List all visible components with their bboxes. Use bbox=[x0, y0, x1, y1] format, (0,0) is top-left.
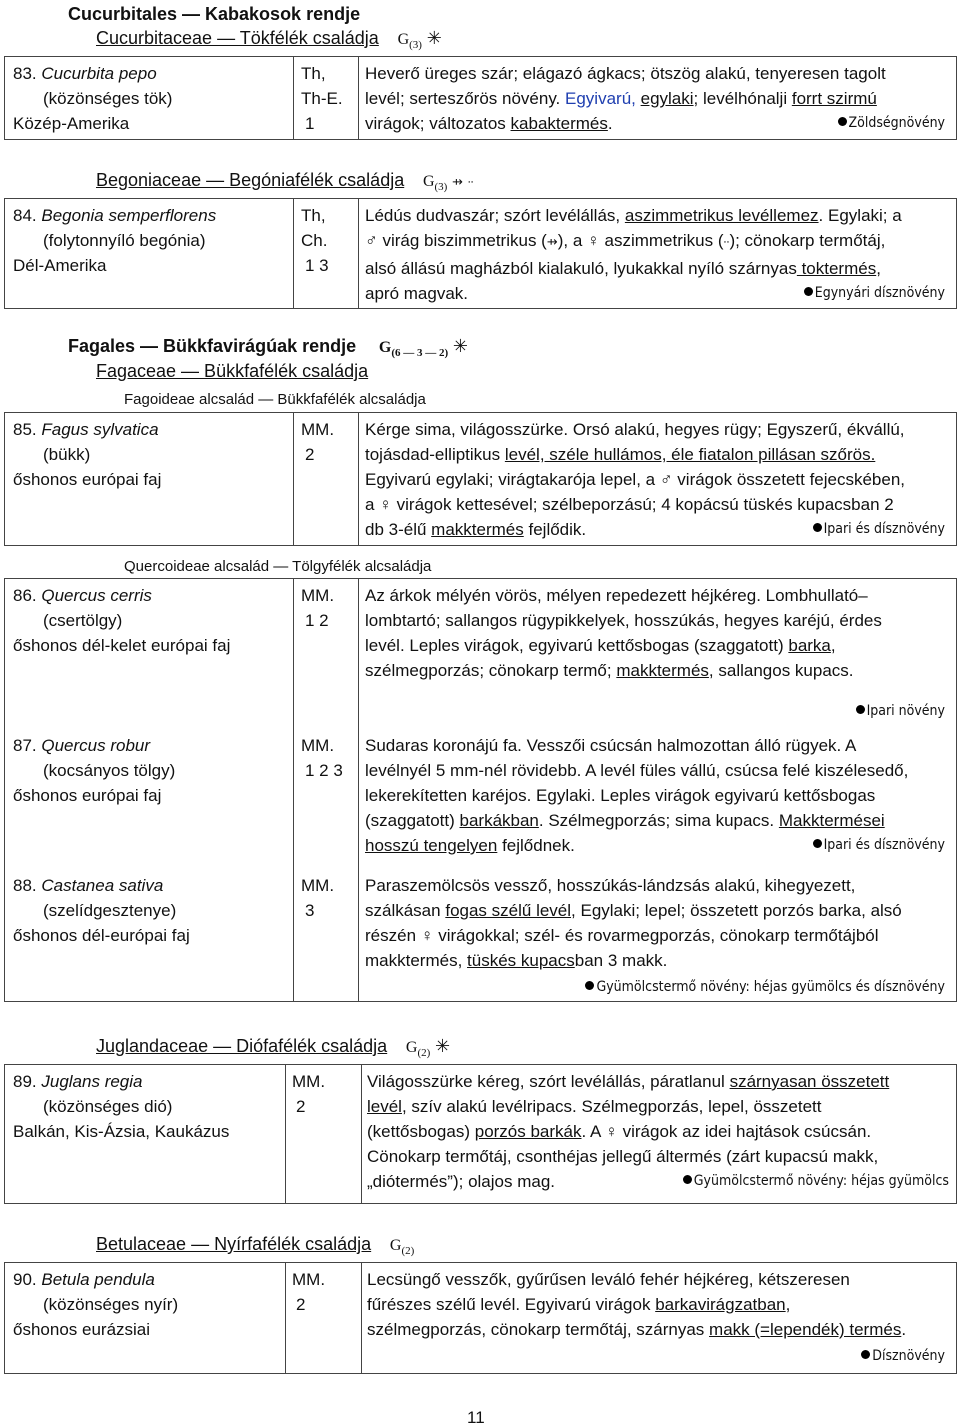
actinomorphic-symbol-icon: ✳ bbox=[426, 28, 442, 49]
species-origin: őshonos európai faj bbox=[13, 786, 162, 805]
life-form-cell bbox=[301, 733, 361, 783]
species-origin: őshonos dél-európai faj bbox=[13, 926, 190, 945]
desc-text: levél. Leples virágok, egyivarú kettősbogas (szaggatott) bbox=[365, 636, 784, 655]
species-description bbox=[365, 733, 951, 858]
desc-line: Kérge sima, világosszürke. Orsó alakú, hegyes rügy; Egyszerű, ékvállú, bbox=[365, 420, 905, 439]
use-label: Ipari növény bbox=[856, 703, 945, 719]
species-name-cell bbox=[13, 873, 283, 948]
bullet-icon bbox=[813, 523, 822, 532]
species-row-83 bbox=[4, 56, 957, 140]
desc-line: Sudaras koronájú fa. Vesszői csúcsán halmozottan álló rügyek. A bbox=[365, 736, 857, 755]
species-common-name: (bükk) bbox=[43, 445, 91, 464]
species-number: 89. bbox=[13, 1072, 37, 1091]
lifespan-code: 2 bbox=[305, 445, 315, 464]
desc-term: makk (=lependék) termés bbox=[709, 1320, 902, 1339]
desc-text: . bbox=[901, 1320, 907, 1339]
bullet-icon bbox=[861, 1350, 870, 1359]
family-title: Begoniaceae — Begóniafélék családja bbox=[96, 170, 405, 190]
lifespan-code: 2 bbox=[296, 1295, 306, 1314]
desc-term: forrt szirmú bbox=[791, 89, 877, 108]
family-heading-fagaceae bbox=[96, 361, 368, 382]
species-origin: őshonos európai faj bbox=[13, 470, 162, 489]
bullet-icon bbox=[838, 117, 847, 126]
desc-term: hosszú tengelyen bbox=[365, 836, 498, 855]
lifespan-code: 3 bbox=[305, 901, 315, 920]
flower-formula: $G_{(2)}$ bbox=[389, 1237, 415, 1257]
desc-text: , Egylaki; lepel; összetett porzós barka, alsó bbox=[571, 901, 902, 920]
species-description bbox=[367, 1069, 951, 1194]
use-label: Ipari és dísznövény bbox=[813, 833, 945, 858]
life-form: MM. bbox=[292, 1072, 326, 1091]
desc-text: ); cönokarp termőtáj, bbox=[729, 231, 886, 250]
species-name-cell bbox=[13, 1267, 283, 1342]
desc-text: tojásdad-elliptikus bbox=[365, 445, 501, 464]
desc-term: makktermés bbox=[616, 661, 709, 680]
species-description bbox=[365, 583, 951, 724]
species-common-name: (kocsányos tölgy) bbox=[43, 761, 176, 780]
desc-term: fogas szélű levél bbox=[445, 901, 572, 920]
life-form-cell bbox=[292, 1267, 352, 1317]
desc-text: db 3-élű bbox=[365, 520, 427, 539]
species-latin-name: Begonia semperflorens bbox=[41, 206, 217, 225]
species-description bbox=[365, 417, 951, 542]
desc-term: levél bbox=[367, 1097, 402, 1116]
life-form-cell bbox=[301, 417, 361, 467]
desc-text: , bbox=[876, 259, 881, 278]
desc-text: , szív alakú levélripacs. Szélmegporzás, lepel, összetett bbox=[401, 1097, 822, 1116]
species-common-name: (csertölgy) bbox=[43, 611, 123, 630]
desc-term: egylaki bbox=[640, 89, 694, 108]
desc-line: Lecsüngő vesszők, gyűrűsen leváló fehér héjkéreg, kétszeresen bbox=[367, 1270, 850, 1289]
species-number: 86. bbox=[13, 586, 37, 605]
desc-text: ban 3 makk. bbox=[574, 951, 668, 970]
desc-text: fejlődik. bbox=[528, 520, 587, 539]
species-origin: őshonos dél-kelet európai faj bbox=[13, 636, 231, 655]
species-number: 85. bbox=[13, 420, 37, 439]
species-table-quercoideae bbox=[4, 578, 957, 1002]
order-heading-fagales bbox=[68, 336, 468, 359]
desc-text: , bbox=[830, 636, 836, 655]
desc-term: barka bbox=[788, 636, 831, 655]
desc-text: . A ♀ virágok az idei hajtások csúcsán. bbox=[581, 1122, 872, 1141]
species-common-name: (folytonnyíló begónia) bbox=[43, 231, 206, 250]
desc-text: Lédús dudvaszár; szórt levélállás, bbox=[365, 206, 621, 225]
species-latin-name: Betula pendula bbox=[41, 1270, 155, 1289]
use-label: Zöldségnövény bbox=[838, 111, 945, 136]
desc-term: porzós barkák bbox=[474, 1122, 582, 1141]
life-form: MM. bbox=[301, 586, 335, 605]
desc-term: Makktermései bbox=[778, 811, 885, 830]
species-latin-name: Juglans regia bbox=[41, 1072, 143, 1091]
desc-text: apró magvak. bbox=[365, 284, 468, 303]
asymmetric-symbol-icon: ⸱⸱ bbox=[723, 237, 730, 249]
desc-text: . Szélmegporzás; sima kupacs. bbox=[538, 811, 775, 830]
species-origin: Balkán, Kis-Ázsia, Kaukázus bbox=[13, 1122, 230, 1141]
desc-text: levél; serteszőrös növény. bbox=[365, 89, 561, 108]
species-latin-name: Castanea sativa bbox=[41, 876, 164, 895]
species-origin: Dél-Amerika bbox=[13, 256, 107, 275]
desc-term: barkákban bbox=[459, 811, 539, 830]
species-number: 90. bbox=[13, 1270, 37, 1289]
use-label: Ipari és dísznövény bbox=[813, 517, 945, 542]
desc-text: ), a ♀ aszimmetrikus ( bbox=[557, 231, 724, 250]
desc-text: (szaggatott) bbox=[365, 811, 455, 830]
desc-term: tüskés kupacs bbox=[467, 951, 575, 970]
species-description bbox=[365, 873, 951, 1000]
desc-text: Világosszürke kéreg, szórt levélállás, páratlanul bbox=[367, 1072, 725, 1091]
order-title-cucurbitales: Cucurbitales — Kabakosok rendje bbox=[68, 4, 361, 24]
zygomorphic-symbol-icon: ⇸ bbox=[452, 174, 463, 189]
flower-formula: $G_{(6 — 3 — 2)}$ bbox=[378, 339, 449, 359]
species-name-cell bbox=[13, 61, 283, 136]
family-heading-cucurbitaceae bbox=[96, 28, 442, 51]
desc-term: aszimmetrikus levéllemez bbox=[624, 206, 819, 225]
family-title: Fagaceae — Bükkfafélék családja bbox=[96, 361, 369, 381]
species-latin-name: Quercus robur bbox=[41, 736, 151, 755]
species-number: 87. bbox=[13, 736, 37, 755]
species-common-name: (közönséges dió) bbox=[43, 1097, 173, 1116]
species-common-name: (szelídgesztenye) bbox=[43, 901, 177, 920]
lifespan-code: 1 2 bbox=[305, 611, 329, 630]
use-label: Egynyári dísznövény bbox=[804, 281, 945, 306]
species-row-85 bbox=[4, 412, 957, 546]
species-description bbox=[365, 61, 951, 136]
desc-text: makktermés, bbox=[365, 951, 463, 970]
species-latin-name: Cucurbita pepo bbox=[41, 64, 157, 83]
life-form-cell bbox=[301, 873, 361, 923]
life-form-cell bbox=[301, 203, 361, 278]
desc-text: virágok; változatos bbox=[365, 114, 506, 133]
desc-text: Egyivarú, bbox=[565, 89, 636, 108]
desc-term: makktermés bbox=[431, 520, 524, 539]
desc-term: barkavirágzatban bbox=[655, 1295, 786, 1314]
desc-text: fűrészes szélű levél. Egyivarú virágok bbox=[367, 1295, 651, 1314]
desc-text: (kettősbogas) bbox=[367, 1122, 470, 1141]
use-label: Gyümölcstermő növény: héjas gyümölcs bbox=[683, 1169, 949, 1194]
species-description bbox=[365, 203, 951, 306]
use-label: Dísznövény bbox=[861, 1348, 945, 1364]
desc-line: lombtartó; sallangos rügypikkelyek, hosszúkás, hegyes karéjú, érdes bbox=[365, 611, 882, 630]
species-number: 84. bbox=[13, 206, 37, 225]
family-title: Cucurbitaceae — Tökfélék családja bbox=[96, 28, 379, 48]
species-number: 88. bbox=[13, 876, 37, 895]
life-form: MM. bbox=[292, 1270, 326, 1289]
species-common-name: (közönséges tök) bbox=[43, 89, 173, 108]
bullet-icon bbox=[856, 705, 865, 714]
bullet-icon bbox=[683, 1175, 692, 1184]
family-heading-juglandaceae bbox=[96, 1036, 450, 1059]
desc-line: Cönokarp termőtáj, csonthéjas jellegű áltermés (zárt kupacsú makk, bbox=[367, 1147, 879, 1166]
species-row-84 bbox=[4, 198, 957, 309]
desc-text: . Egylaki; a bbox=[818, 206, 902, 225]
desc-text: fejlődnek. bbox=[502, 836, 575, 855]
desc-text: . bbox=[607, 114, 613, 133]
desc-text: szálkásan bbox=[365, 901, 441, 920]
species-origin: őshonos eurázsiai bbox=[13, 1320, 151, 1339]
asymmetric-symbol-icon: ⸱⸱ bbox=[467, 177, 474, 189]
desc-line: részén ♀ virágokkal; szél- és rovarmegporzás, cönokarp termőtájból bbox=[365, 926, 879, 945]
family-heading-begoniaceae bbox=[96, 170, 474, 193]
species-row-90 bbox=[4, 1262, 957, 1374]
desc-text: szélmegporzás; cönokarp termő; bbox=[365, 661, 612, 680]
subfamily-title-quercoideae: Quercoideae alcsalád — Tölgyfélék alcsaládja bbox=[124, 558, 432, 575]
flower-formula: $G_{(2)}$ bbox=[405, 1039, 431, 1059]
desc-text: , sallangos kupacs. bbox=[708, 661, 854, 680]
actinomorphic-symbol-icon: ✳ bbox=[435, 1036, 451, 1057]
subfamily-title-fagoideae: Fagoideae alcsalád — Bükkfafélék alcsaládja bbox=[124, 391, 426, 408]
desc-line: levélnyél 5 mm-nél rövidebb. A levél füles vállú, csúcsa felé kiszélesedő, bbox=[365, 761, 909, 780]
species-latin-name: Quercus cerris bbox=[41, 586, 152, 605]
desc-text: ♂ virág biszimmetrikus ( bbox=[365, 231, 547, 250]
species-name-cell bbox=[13, 583, 283, 658]
species-origin: Közép-Amerika bbox=[13, 114, 130, 133]
species-number: 83. bbox=[13, 64, 37, 83]
life-form-cell bbox=[301, 583, 361, 633]
species-name-cell bbox=[13, 203, 283, 278]
desc-text: alsó állású magházból kialakuló, lyukakkal nyíló szárnyas bbox=[365, 259, 797, 278]
page-number: 11 bbox=[467, 1408, 485, 1427]
desc-term: levél, széle hullámos, éle fiatalon pillásan szőrös. bbox=[504, 445, 876, 464]
bullet-icon bbox=[804, 287, 813, 296]
species-name-cell bbox=[13, 1069, 283, 1144]
species-latin-name: Fagus sylvatica bbox=[41, 420, 159, 439]
species-description bbox=[367, 1267, 951, 1369]
bullet-icon bbox=[585, 981, 594, 990]
desc-line: Az árkok mélyén vörös, mélyen repedezett héjkéreg. Lombhullató– bbox=[365, 586, 868, 605]
desc-line: Paraszemölcsös vessző, hosszúkás-lándzsás alakú, kihegyezett, bbox=[365, 876, 856, 895]
life-form: MM. bbox=[301, 876, 335, 895]
life-form: Th, bbox=[301, 64, 326, 83]
desc-text: , bbox=[785, 1295, 791, 1314]
desc-term: toktermés bbox=[796, 259, 877, 278]
species-common-name: (közönséges nyír) bbox=[43, 1295, 179, 1314]
desc-line: lekerekítetten karéjos. Egylaki. Leples virágok egyivarú kettősbogas bbox=[365, 786, 876, 805]
life-form: Ch. bbox=[301, 231, 328, 250]
lifespan-code: 1 bbox=[305, 114, 315, 133]
family-heading-betulaceae bbox=[96, 1234, 414, 1257]
desc-line: Heverő üreges szár; elágazó ágkacs; ötszög alakú, tenyeresen tagolt bbox=[365, 64, 886, 83]
desc-term: kabaktermés bbox=[510, 114, 608, 133]
desc-line: Egyivarú egylaki; virágtakarója lepel, a ♂ virágok összetett fejecskében, bbox=[365, 470, 906, 489]
desc-text: szélmegporzás, cönokarp termőtáj, szárnyas bbox=[367, 1320, 705, 1339]
species-name-cell bbox=[13, 733, 283, 808]
life-form: MM. bbox=[301, 420, 335, 439]
use-label: Gyümölcstermő növény: héjas gyümölcs és dísznövény bbox=[585, 979, 945, 995]
desc-term: szárnyasan összetett bbox=[729, 1072, 890, 1091]
life-form-cell bbox=[301, 61, 361, 136]
desc-text: „diótermés”); olajos mag. bbox=[367, 1172, 556, 1191]
life-form-cell bbox=[292, 1069, 352, 1119]
lifespan-code: 1 3 bbox=[305, 256, 329, 275]
family-title: Juglandaceae — Diófafélék családja bbox=[96, 1036, 388, 1056]
actinomorphic-symbol-icon: ✳ bbox=[452, 336, 468, 357]
flower-formula: $G_{(3)}$ bbox=[422, 173, 448, 193]
species-row-89 bbox=[4, 1064, 957, 1204]
bullet-icon bbox=[813, 839, 822, 848]
desc-line: a ♀ virágok kettesével; szélbeporzású; 4 kopácsú tüskés kupacsban 2 bbox=[365, 495, 894, 514]
zygomorphic-symbol-icon: ⇸ bbox=[546, 234, 558, 249]
life-form: MM. bbox=[301, 736, 335, 755]
desc-text: ; levélhónalji bbox=[693, 89, 788, 108]
family-title: Betulaceae — Nyírfafélék családja bbox=[96, 1234, 372, 1254]
order-title: Fagales — Bükkfavirágúak rendje bbox=[68, 336, 357, 356]
life-form: Th-E. bbox=[301, 89, 343, 108]
species-name-cell bbox=[13, 417, 283, 492]
lifespan-code: 1 2 3 bbox=[305, 761, 343, 780]
life-form: Th, bbox=[301, 206, 326, 225]
lifespan-code: 2 bbox=[296, 1097, 306, 1116]
flower-formula: $G_{(3)}$ bbox=[397, 31, 422, 51]
